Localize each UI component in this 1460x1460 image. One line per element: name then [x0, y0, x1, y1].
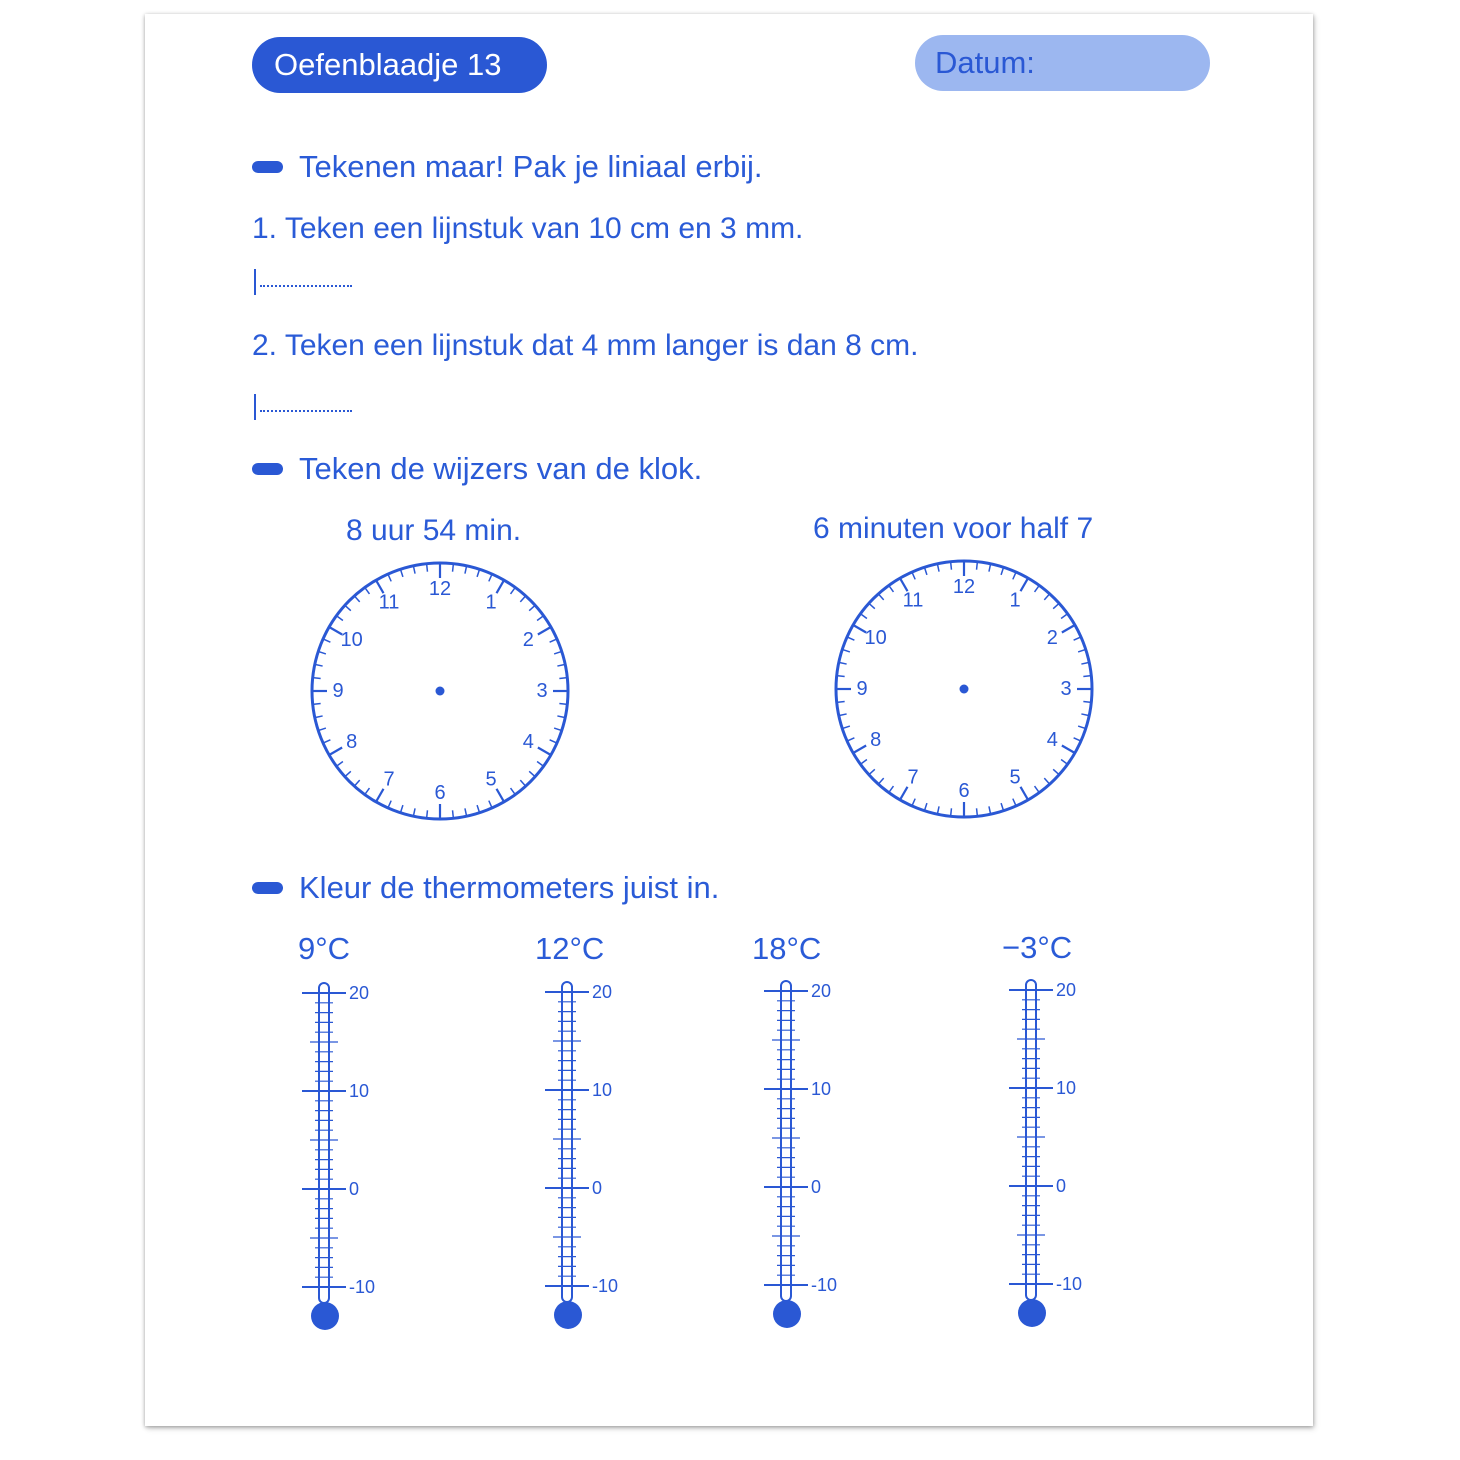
clock-numeral: 8 — [346, 731, 358, 753]
minute-tick — [837, 702, 845, 703]
minute-tick — [354, 780, 359, 786]
minute-tick — [520, 596, 525, 602]
clock-numeral: 6 — [434, 782, 446, 804]
minute-tick — [1053, 769, 1059, 774]
worksheet-title: Oefenblaadje 13 — [252, 37, 547, 93]
line-start-mark — [254, 269, 256, 295]
minute-tick — [520, 780, 525, 786]
minute-tick — [489, 801, 492, 808]
line-start-mark — [254, 394, 256, 420]
minute-tick — [853, 746, 866, 754]
minute-tick — [538, 627, 551, 635]
bullet-icon — [252, 161, 283, 173]
thermometer-bulb — [773, 1300, 801, 1328]
clock-numeral: 11 — [378, 591, 400, 614]
minute-tick — [889, 786, 894, 792]
clock-center-dot — [436, 687, 445, 696]
minute-tick — [529, 771, 535, 776]
scale-label: 10 — [349, 1081, 370, 1101]
thermometer-tube — [1026, 980, 1036, 1300]
minute-tick — [1083, 676, 1091, 677]
thermometer-4[interactable] — [997, 972, 1117, 1332]
minute-tick — [559, 704, 567, 705]
minute-tick — [1021, 578, 1029, 591]
task-1: 1. Teken een lijnstuk van 10 cm en 3 mm. — [252, 212, 804, 245]
minute-tick — [497, 580, 505, 593]
clock-numeral: 9 — [332, 680, 344, 702]
minute-tick — [1013, 572, 1016, 579]
clock-numeral: 3 — [536, 680, 548, 702]
minute-tick — [1062, 625, 1075, 633]
minute-tick — [323, 740, 330, 743]
minute-tick — [511, 788, 516, 794]
bullet-icon — [252, 463, 283, 475]
bullet-icon — [252, 882, 283, 894]
thermometer-bulb — [311, 1302, 339, 1330]
minute-tick — [550, 740, 557, 743]
scale-label: -10 — [811, 1275, 838, 1295]
minute-tick — [977, 808, 978, 816]
clock-numeral: 11 — [902, 589, 924, 612]
minute-tick — [345, 605, 351, 610]
clock-numeral: 3 — [1060, 678, 1072, 700]
scale-label: 10 — [1056, 1078, 1077, 1098]
section-heading-clock — [252, 449, 702, 489]
section-heading-thermometer — [252, 868, 719, 908]
minute-tick — [354, 596, 359, 602]
minute-tick — [537, 762, 543, 767]
scale-label: 0 — [811, 1177, 822, 1197]
minute-tick — [336, 762, 342, 767]
heading-text: Tekenen maar! Pak je liniaal erbij. — [299, 149, 763, 184]
minute-tick — [453, 810, 454, 818]
minute-tick — [1035, 585, 1040, 591]
minute-tick — [538, 748, 551, 756]
clock-numeral: 10 — [864, 627, 887, 649]
clock-face-2[interactable] — [834, 559, 1094, 819]
clock-label-1: 8 uur 54 min. — [346, 514, 522, 547]
minute-tick — [1061, 614, 1067, 619]
minute-tick — [860, 614, 866, 619]
scale-label: 20 — [1056, 980, 1077, 1000]
line-start-1[interactable] — [254, 269, 354, 295]
minute-tick — [336, 616, 342, 621]
scale-label: 0 — [1056, 1176, 1067, 1196]
clock-numeral: 7 — [907, 766, 919, 789]
minute-tick — [1035, 786, 1040, 792]
minute-tick — [977, 562, 978, 570]
thermometer-label-3: 18°C — [752, 931, 822, 966]
minute-tick — [313, 704, 321, 705]
minute-tick — [453, 564, 454, 572]
clock-label-2: 6 minuten voor half 7 — [813, 512, 1094, 545]
clock-numeral: 2 — [522, 629, 534, 651]
minute-tick — [329, 748, 342, 756]
thermometer-tube — [562, 982, 572, 1302]
minute-tick — [313, 678, 321, 679]
minute-tick — [376, 789, 384, 802]
heading-text: Teken de wijzers van de klok. — [299, 451, 703, 486]
scale-label: 0 — [349, 1179, 360, 1199]
minute-tick — [1044, 594, 1049, 600]
thermometer-tube — [781, 981, 791, 1301]
minute-tick — [869, 769, 875, 774]
thermometer-3[interactable] — [752, 973, 872, 1333]
minute-tick — [427, 810, 428, 818]
minute-tick — [497, 789, 505, 802]
thermometer-tube — [319, 983, 329, 1303]
clock-numeral: 4 — [522, 731, 534, 753]
minute-tick — [529, 605, 535, 610]
clock-numeral: 1 — [1009, 589, 1021, 612]
clock-face-1[interactable] — [310, 561, 570, 821]
minute-tick — [489, 574, 492, 581]
scale-label: -10 — [1056, 1274, 1083, 1294]
minute-tick — [537, 616, 543, 621]
dotted-guide — [260, 285, 352, 287]
minute-tick — [388, 801, 391, 808]
minute-tick — [889, 585, 894, 591]
thermometer-label-1: 9°C — [298, 931, 351, 966]
minute-tick — [1083, 702, 1091, 703]
minute-tick — [847, 738, 854, 741]
minute-tick — [1062, 746, 1075, 754]
scale-label: -10 — [349, 1277, 376, 1297]
task-2: 2. Teken een lijnstuk dat 4 mm langer is dan 8 cm. — [252, 329, 919, 362]
minute-tick — [847, 637, 854, 640]
minute-tick — [1013, 799, 1016, 806]
minute-tick — [1021, 787, 1029, 800]
clock-numeral: 2 — [1046, 627, 1058, 649]
clock-numeral: 1 — [485, 591, 497, 614]
minute-tick — [388, 574, 391, 581]
clock-numeral: 8 — [870, 729, 882, 751]
thermometer-label-2: 12°C — [535, 931, 605, 966]
clock-center-dot — [960, 685, 969, 694]
clock-numeral: 12 — [952, 576, 976, 598]
minute-tick — [323, 639, 330, 642]
scale-label: 10 — [592, 1080, 613, 1100]
scale-label: 20 — [811, 981, 832, 1001]
minute-tick — [345, 771, 351, 776]
clock-numeral: 12 — [428, 578, 452, 600]
minute-tick — [951, 808, 952, 816]
clock-numeral: 6 — [958, 780, 970, 802]
heading-text: Kleur de thermometers juist in. — [299, 870, 720, 905]
minute-tick — [559, 678, 567, 679]
section-heading-draw — [252, 147, 763, 187]
clock-numeral: 10 — [340, 629, 363, 651]
clock-numeral: 5 — [1009, 766, 1021, 789]
line-start-2[interactable] — [254, 394, 354, 420]
minute-tick — [1074, 637, 1081, 640]
minute-tick — [1053, 603, 1059, 608]
scale-label: 20 — [592, 982, 613, 1002]
dotted-guide — [260, 410, 352, 412]
minute-tick — [837, 676, 845, 677]
scale-label: 0 — [592, 1178, 603, 1198]
minute-tick — [912, 572, 915, 579]
clock-numeral: 5 — [485, 768, 497, 791]
minute-tick — [1061, 760, 1067, 765]
clock-numeral: 9 — [856, 678, 868, 700]
thermometer-bulb — [1018, 1299, 1046, 1327]
minute-tick — [365, 587, 370, 593]
minute-tick — [869, 603, 875, 608]
thermometer-label-4: −3°C — [1002, 930, 1073, 965]
minute-tick — [951, 562, 952, 570]
minute-tick — [511, 587, 516, 593]
clock-numeral: 7 — [383, 768, 395, 791]
scale-label: 20 — [349, 983, 370, 1003]
thermometer-bulb — [554, 1301, 582, 1329]
scale-label: 10 — [811, 1079, 832, 1099]
minute-tick — [1074, 738, 1081, 741]
minute-tick — [365, 788, 370, 794]
minute-tick — [878, 594, 883, 600]
clock-numeral: 4 — [1046, 729, 1058, 751]
minute-tick — [860, 760, 866, 765]
minute-tick — [878, 778, 883, 784]
thermometer-1[interactable] — [290, 975, 410, 1335]
thermometer-2[interactable] — [533, 974, 653, 1334]
minute-tick — [427, 564, 428, 572]
date-field[interactable]: Datum: — [915, 35, 1210, 91]
scale-label: -10 — [592, 1276, 619, 1296]
minute-tick — [912, 799, 915, 806]
minute-tick — [550, 639, 557, 642]
minute-tick — [900, 787, 908, 800]
minute-tick — [1044, 778, 1049, 784]
